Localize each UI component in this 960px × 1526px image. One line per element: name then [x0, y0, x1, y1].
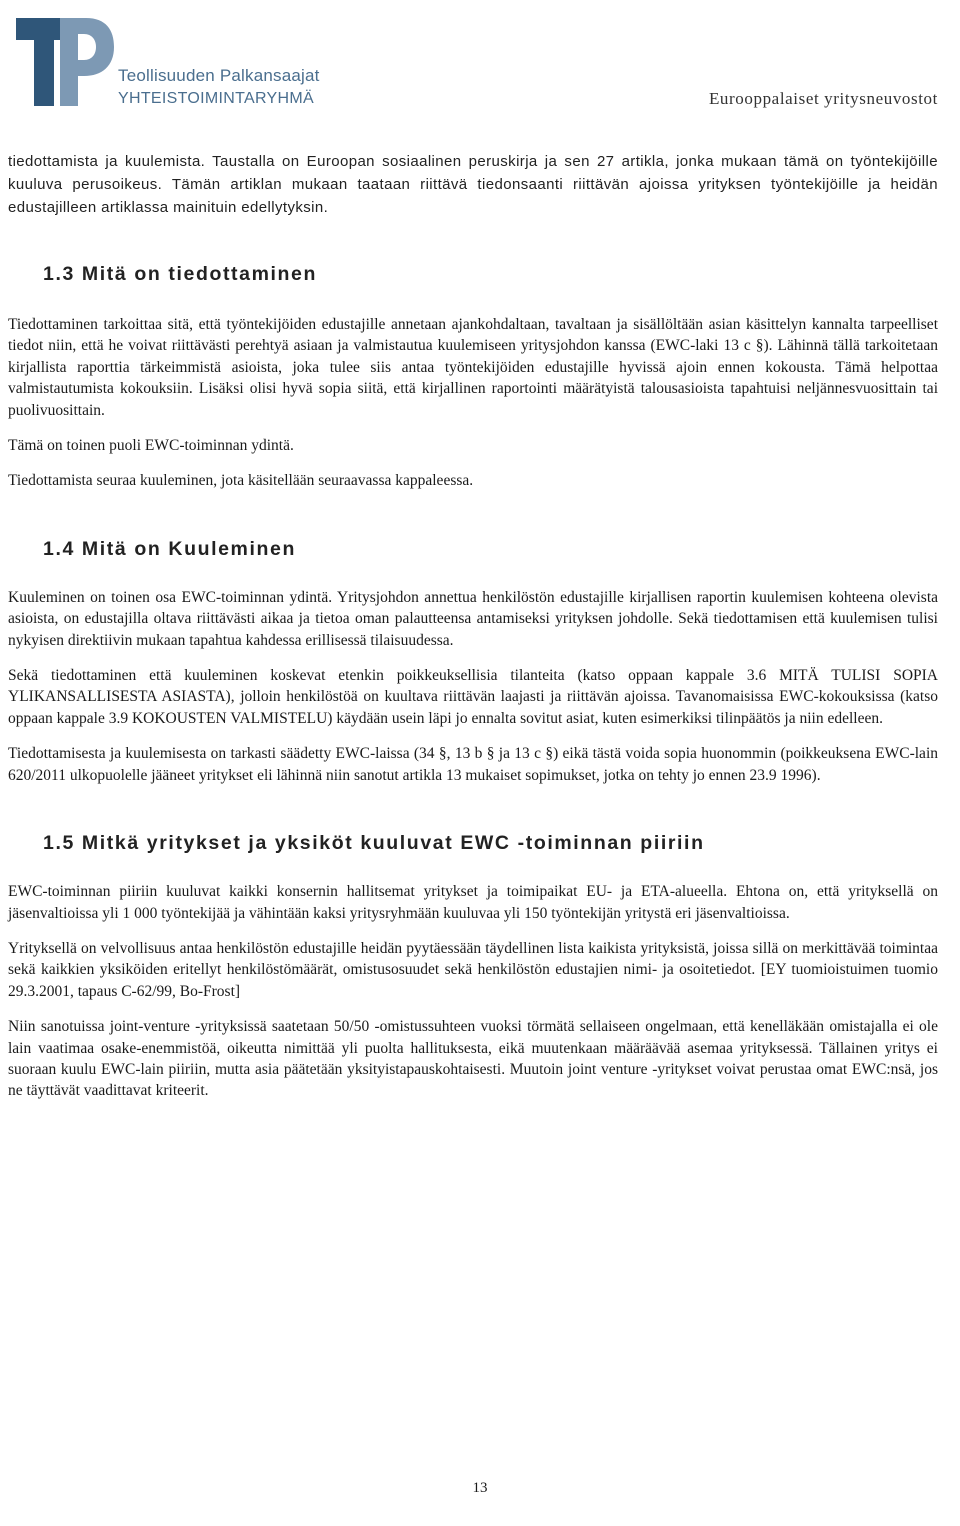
document-body [8, 150, 938, 1116]
logo-monogram-icon [14, 14, 114, 110]
paragraph: Tiedottamisesta ja kuulemisesta on tarkasti säädetty EWC-laissa (34 §, 13 b § ja 13 c §) eikä tästä voida sopia huonommin (poikkeuksena EWC-lain 620/2011 ulkopuolelle jääneet yritykset eli lähinnä niin sanotut artikla 13 mukaiset sopimukset, jotka on tehty jo ennen 23.9 1996). [8, 745, 938, 784]
paragraph: Tämä on toinen puoli EWC-toiminnan ydintä. [8, 437, 294, 455]
logo-line-1: Teollisuuden Palkansaajat [118, 66, 320, 85]
page-number: 13 [472, 1480, 488, 1496]
logo [14, 14, 320, 110]
page-header [0, 0, 960, 130]
paragraph: EWC-toiminnan piiriin kuuluvat kaikki konsernin hallitsemat yritykset ja toimipaikat EU- ja ETA-alueella. Ehtona on, että yrityksellä on jäsenvaltioissa yli 1 000 työntekijää ja vähintään kaksi yritysryhmään kuuluvaa yli 150 työntekijän yritystä eri jäsenvaltioissa. [8, 883, 938, 922]
paragraph: Kuuleminen on toinen osa EWC-toiminnan ydintä. Yritysjohdon annettua henkilöstön edustajille kirjallisen raportin kuulemisen kohteena olevista asioista, on edustajilla oltava riittävästi aikaa ja tietoa oman palautteensa antamiseksi yrityksen johdolle. Sekä tiedottamisen että kuulemisen tulisi nykyisen direktiivin mukaan tapahtua kahdessa erillisessä tilaisuudessa. [8, 588, 938, 649]
section-heading-1-4: 1.4 Mitä on Kuuleminen [43, 537, 296, 560]
paragraph: Tiedottaminen tarkoittaa sitä, että työntekijöiden edustajille annetaan ajankohdaltaan, tavaltaan ja sisällöltään asian käsittelyn kannalta tarpeelliset tiedot niin, että he voivat riittävästi perehtyä asiaan ja valmistautua kuulemiseen yritysjohdon kanssa (EWC-laki 13 c §). Lähinnä tällä tarkoitetaan kirjallista raporttia tärkeimmistä asioista, joka tulee siis antaa työntekijöiden edustajille hyvissä ajoin ennen kokousta. Tämä helpottaa valmistautumista kokouksiin. Lisäksi olisi hyvä sopia siitä, että kirjallinen raportointi määrätyistä talousasioista tapahtuisi neljännesvuosittain tai puolivuosittain. [8, 316, 938, 419]
paragraph: Yrityksellä on velvollisuus antaa henkilöstön edustajille heidän pyytäessään täydellinen lista kaikista yrityksistä, joissa sillä on merkittävää toimintaa sekä kaikkien yksiköiden eritellyt henkilöstömäärät, omistusosuudet sekä henkilöstön edustajien nimi- ja osoitetiedot. [EY tuomioistuimen tuomio 29.3.2001, tapaus C-62/99, Bo-Frost] [8, 939, 938, 1000]
paragraph: Sekä tiedottaminen että kuuleminen koskevat etenkin poikkeuksellisia tilanteita (katso oppaan kappale 3.6 MITÄ TULISI SOPIA YLIKANSALLISESTA ASIASTA), jolloin henkilöstöä on kuultava riittävän laajasti ja riittävän ajoissa. Tavanomaisissa EWC-kokouksissa (katso oppaan kappale 3.9 KOKOUSTEN VALMISTELU) käydään usein läpi jo ennalta sovitut asiat, kuten esimerkiksi tilinpäätös ja niin edelleen. [8, 667, 938, 727]
paragraph: Niin sanotuissa joint-venture -yrityksissä saatetaan 50/50 -omistussuhteen vuoksi törmätä sellaiseen ongelmaan, että kenelläkään omistajalla ei ole lain vaatimaa osake-enemmistöä, oikeutta nimittää yli puolta hallituksesta, eikä muutenkaan määräävää asemaa yrityksessä. Tällainen yritys ei suoraan kuulu EWC-lain piiriin, mutta asia päätetään yksityistapauskohtaisesti. Muutoin joint venture -yritykset voivat perustaa omat EWC:nsä, jos ne täyttävät vaadittavat kriteerit. [8, 1018, 938, 1100]
intro-paragraph: tiedottamista ja kuulemista. Taustalla on Euroopan sosiaalinen peruskirja ja sen 27 artikla, jonka mukaan tämä on työntekijöille kuuluva perusoikeus. Tämän artiklan mukaan taataan riittävä tiedonsaanti riittävän ajoissa yrityksen työntekijöille ja heidän edustajilleen artiklassa mainituin edellytyksin. [8, 153, 938, 216]
logo-line-2: YHTEISTOIMINTARYHMÄ [118, 90, 314, 107]
paragraph: Tiedottamista seuraa kuuleminen, jota käsitellään seuraavassa kappaleessa. [8, 472, 474, 490]
section-heading-1-3: 1.3 Mitä on tiedottaminen [43, 263, 318, 285]
header-title: Eurooppalaiset yritysneuvostot [708, 89, 938, 108]
section-heading-1-5: 1.5 Mitkä yritykset ja yksiköt kuuluvat EWC -toiminnan piiriin [43, 832, 705, 855]
